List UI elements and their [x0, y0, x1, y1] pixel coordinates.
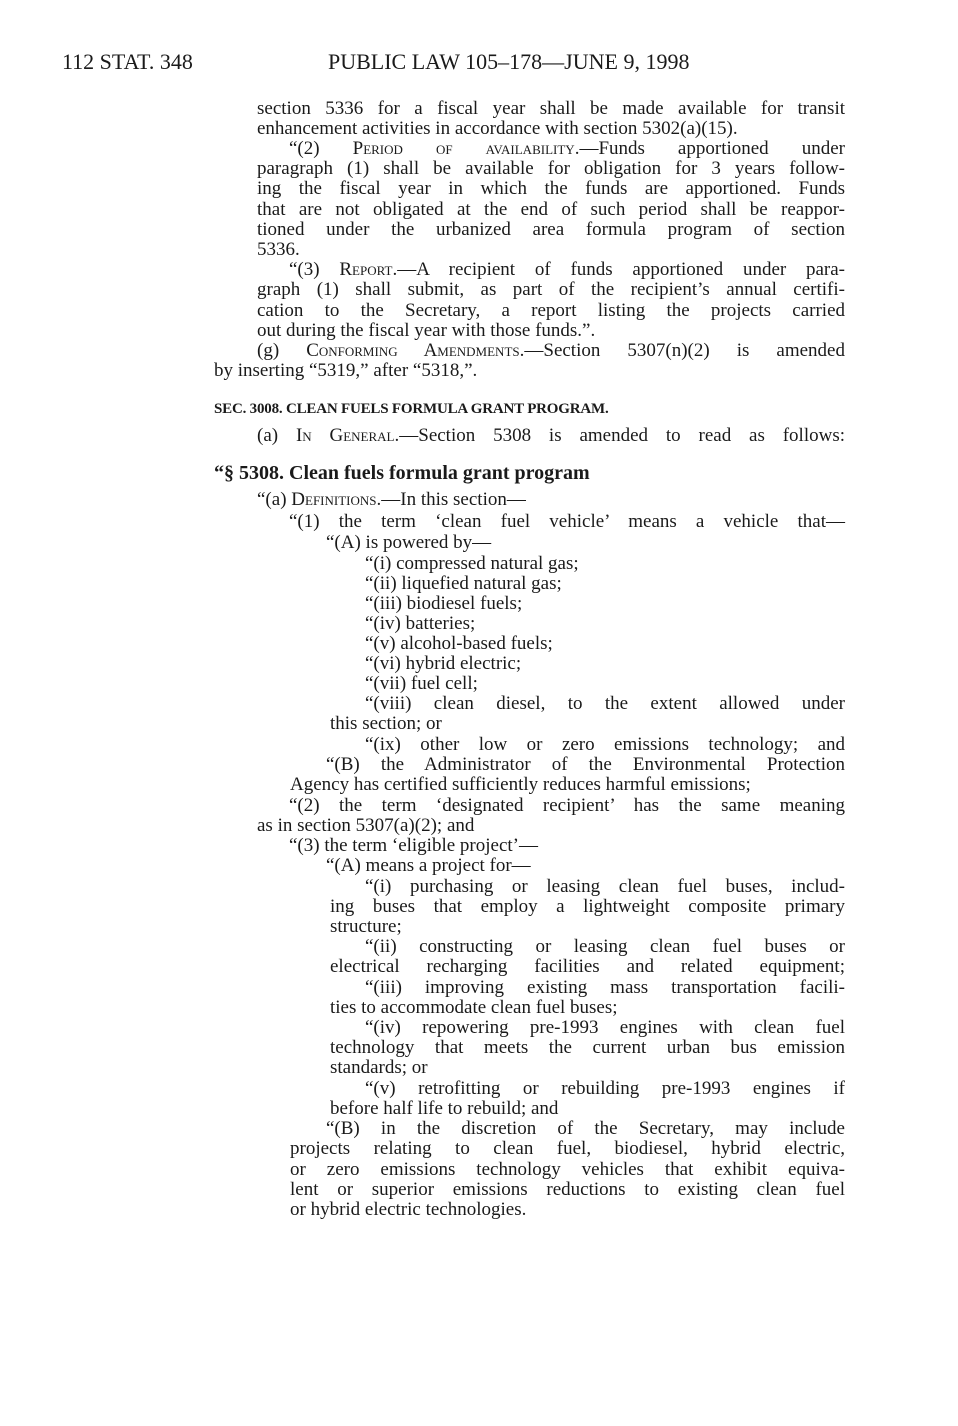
- text-line: cation to the Secretary, a report listing the projects carried: [257, 300, 845, 321]
- text-line: this section; or: [330, 713, 442, 734]
- text-line: structure;: [330, 916, 402, 937]
- list-item: “(v) alcohol-based fuels;: [365, 633, 553, 654]
- list-item: “(viii) clean diesel, to the extent allowed under: [365, 693, 845, 714]
- text-line: lent or superior emissions reductions to existing clean fuel: [290, 1179, 845, 1200]
- text-line: projects relating to clean fuel, biodiesel, hybrid electric,: [290, 1138, 845, 1159]
- text-line: ing buses that employ a lightweight composite primary: [330, 896, 845, 917]
- list-item: “(iv) batteries;: [365, 613, 476, 634]
- text-line: out during the fiscal year with those funds.”.: [257, 320, 596, 341]
- text-line: “(B) the Administrator of the Environmental Protection: [326, 754, 845, 775]
- text-line: electrical recharging facilities and related equipment;: [330, 956, 845, 977]
- text-line: “(3) the term ‘eligible project’—: [289, 835, 539, 856]
- text-line: tioned under the urbanized area formula program of section: [257, 219, 845, 240]
- list-item: “(ii) liquefied natural gas;: [365, 573, 562, 594]
- list-item: “(iii) biodiesel fuels;: [365, 593, 523, 614]
- text-line: technology that meets the current urban bus emission: [330, 1037, 845, 1058]
- text-line: “(A) means a project for—: [326, 855, 531, 876]
- running-header: PUBLIC LAW 105–178—JUNE 9, 1998: [328, 49, 690, 74]
- list-item: “(v) retrofitting or rebuilding pre-1993 engines if: [365, 1078, 845, 1099]
- list-item: “(ix) other low or zero emissions technology; and: [365, 734, 845, 755]
- list-item: “(ii) constructing or leasing clean fuel buses or: [365, 936, 845, 957]
- text-line: before half life to rebuild; and: [330, 1098, 559, 1119]
- text-line: 5336.: [257, 239, 300, 260]
- subsection-heading: (g) Conforming Amendments.—Section 5307(n)(2) is amended: [257, 340, 845, 361]
- text-line: or hybrid electric technologies.: [290, 1199, 527, 1220]
- text-line: ties to accommodate clean fuel buses;: [330, 997, 618, 1018]
- text-line: “(A) is powered by—: [326, 532, 492, 553]
- text-line: standards; or: [330, 1057, 428, 1078]
- list-item: “(iv) repowering pre-1993 engines with clean fuel: [365, 1017, 845, 1038]
- text-line: Agency has certified sufficiently reduces harmful emissions;: [290, 774, 751, 795]
- page-number-stat: 112 STAT. 348: [62, 49, 193, 74]
- list-item: “(i) compressed natural gas;: [365, 553, 579, 574]
- text-line: “(1) the term ‘clean fuel vehicle’ means a vehicle that—: [289, 511, 845, 532]
- text-line: by inserting “5319,” after “5318,”.: [214, 360, 478, 381]
- subsection-heading: (a) In General.—Section 5308 is amended to read as follows:: [257, 425, 845, 446]
- text-line: section 5336 for a fiscal year shall be made available for transit: [257, 98, 845, 119]
- list-item: “(vii) fuel cell;: [365, 673, 478, 694]
- paragraph-heading: “(2) Period of availability.—Funds apportioned under: [289, 138, 845, 159]
- section-heading: SEC. 3008. CLEAN FUELS FORMULA GRANT PROGRAM.: [214, 401, 609, 417]
- list-item: “(vi) hybrid electric;: [365, 653, 522, 674]
- section-title: “§ 5308. Clean fuels formula grant program: [214, 462, 590, 484]
- text-line: enhancement activities in accordance with section 5302(a)(15).: [257, 118, 738, 139]
- paragraph-heading: “(3) Report.—A recipient of funds apportioned under para-: [289, 259, 845, 280]
- subsection-heading: “(a) Definitions.—In this section—: [257, 489, 526, 510]
- list-item: “(i) purchasing or leasing clean fuel buses, includ-: [365, 876, 845, 897]
- text-line: graph (1) shall submit, as part of the recipient’s annual certifi-: [257, 279, 845, 300]
- text-line: as in section 5307(a)(2); and: [257, 815, 475, 836]
- text-line: that are not obligated at the end of such period shall be reappor-: [257, 199, 845, 220]
- text-line: “(2) the term ‘designated recipient’ has the same meaning: [289, 795, 845, 816]
- text-line: “(B) in the discretion of the Secretary, may include: [326, 1118, 845, 1139]
- text-line: ing the fiscal year in which the funds are apportioned. Funds: [257, 178, 845, 199]
- text-line: paragraph (1) shall be available for obligation for 3 years follow-: [257, 158, 845, 179]
- list-item: “(iii) improving existing mass transportation facili-: [365, 977, 845, 998]
- text-line: or zero emissions technology vehicles that exhibit equiva-: [290, 1159, 845, 1180]
